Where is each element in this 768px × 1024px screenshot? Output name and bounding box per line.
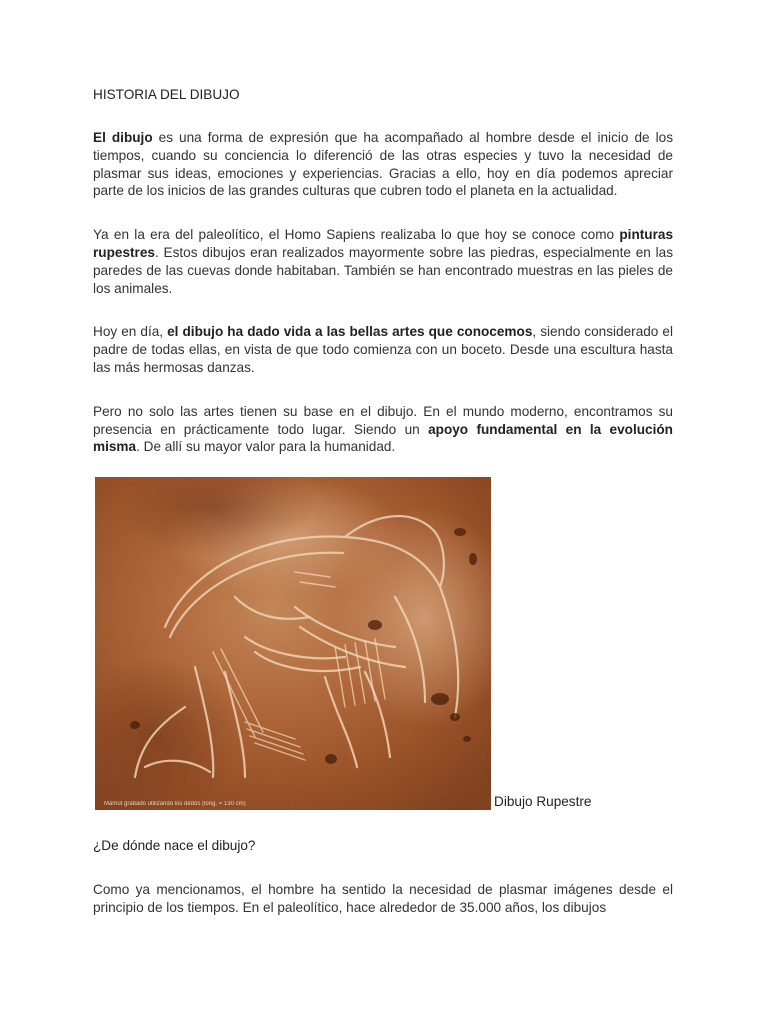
paragraph-5: Como ya mencionamos, el hombre ha sentido la necesidad de plasmar imágenes desde el principio de los tiempos. En el paleolítico, hace alrededor de 35.000 años, los dibujos — [93, 881, 673, 915]
document-page — [93, 86, 673, 943]
cave-painting-graphic — [95, 477, 491, 810]
paragraph-3-text-2: , siendo considerado el padre de todas ellas, en vista de que todo comienza con un boceto. Desde una escultura hasta las más hermosas danzas. — [93, 324, 673, 375]
paragraph-4-bold-1: apoyo fundamental en la evolución misma — [93, 421, 673, 455]
image-embedded-caption: Mamut grabado utilizando los dedos (long. = 130 cm) — [104, 801, 246, 808]
paragraph-3-bold-1: el dibujo ha dado vida a las bellas artes que conocemos — [167, 324, 533, 340]
paragraph-1 — [93, 129, 673, 200]
paragraph-2-text-2: . Estos dibujos eran realizados mayormente sobre las piedras, especialmente en las paredes de las cuevas donde habitaban. También se han encontrado muestras en las pieles de los animales. — [93, 244, 673, 296]
paragraph-4-text-2: . De allí su mayor valor para la humanidad. — [136, 439, 396, 455]
paragraph-2 — [93, 226, 673, 297]
paragraph-3-text-1: Hoy en día, — [93, 324, 168, 340]
section-subheading: ¿De dónde nace el dibujo? — [93, 838, 256, 854]
document-title: HISTORIA DEL DIBUJO — [93, 87, 240, 102]
paragraph-3 — [93, 323, 673, 376]
paragraph-4-text-1: Pero no solo las artes tienen su base en el dibujo. En el mundo moderno, encontramos su presencia en prácticamente todo lugar. Siendo un — [93, 403, 673, 437]
cave-painting-image — [95, 477, 491, 810]
paragraph-1-text-1: es una forma de expresión que ha acompañado al hombre desde el inicio de los tiempos, cuando su conciencia lo diferenció de las otras especies y tuvo la necesidad de plasmar sus ideas, emociones y experiencias. Gracias a ello, hoy en día podemos apreciar parte de los inicios de las grandes culturas que cubren todo el planeta en la actualidad. — [93, 130, 673, 199]
figure — [93, 477, 673, 810]
paragraph-4 — [93, 403, 673, 456]
paragraph-2-bold-1: pinturas rupestres — [93, 227, 673, 260]
figure-caption: Dibujo Rupestre — [494, 794, 592, 810]
paragraph-2-text-1: Ya en la era del paleolítico, el Homo Sapiens realizaba lo que hoy se conoce como — [93, 227, 620, 243]
paragraph-1-bold-1: El dibujo — [93, 130, 153, 145]
